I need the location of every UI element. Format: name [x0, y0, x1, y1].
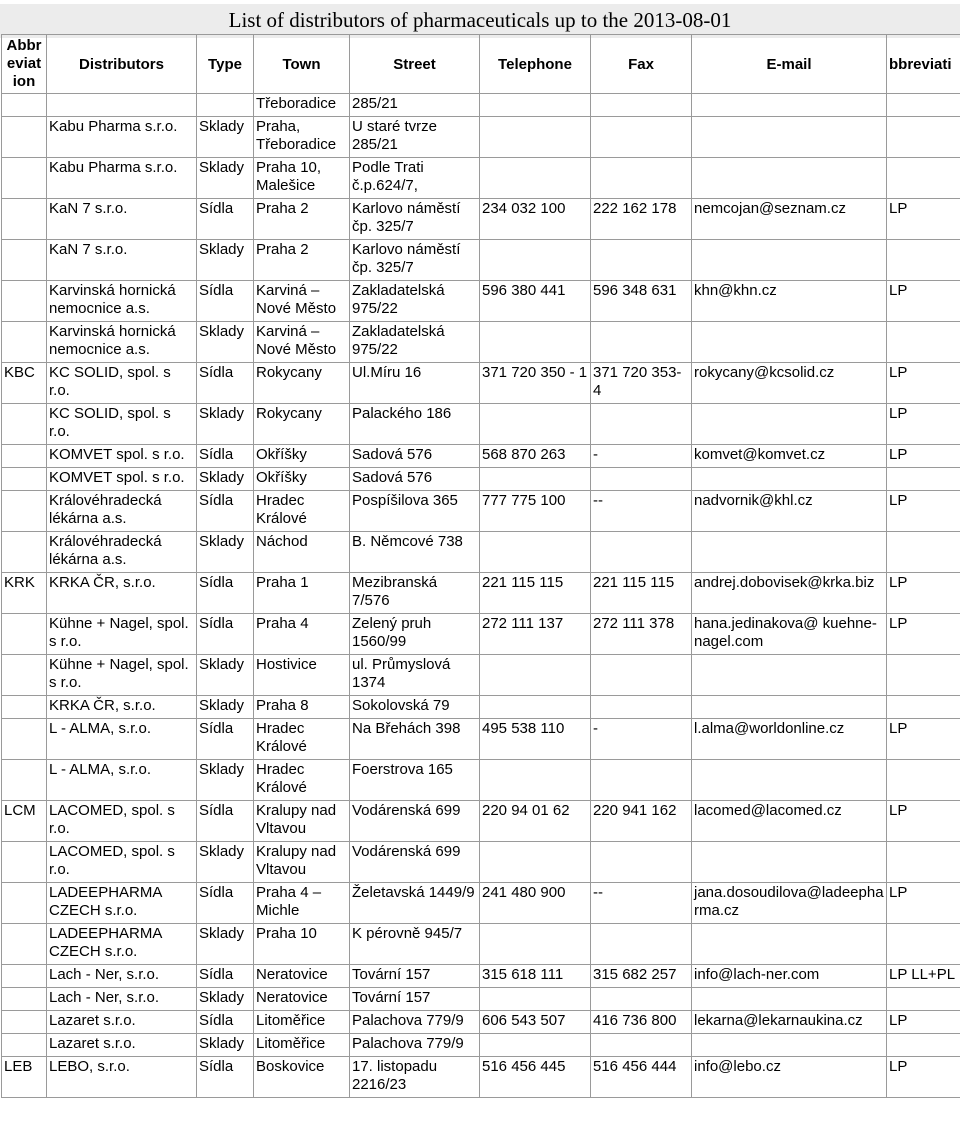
- abbreviation-2-cell: LP: [887, 491, 960, 532]
- abbreviation-cell: [2, 491, 47, 532]
- street-cell: Tovární 157: [350, 965, 480, 988]
- type-cell: Sklady: [197, 240, 254, 281]
- table-row: [2, 573, 960, 614]
- header-street: Street: [350, 35, 480, 94]
- email-cell[interactable]: lekarna@lekarnaukina.cz: [692, 1011, 887, 1034]
- street-cell: Zakladatelská 975/22: [350, 281, 480, 322]
- table-row: [2, 532, 960, 573]
- email-cell: [692, 842, 887, 883]
- telephone-cell: [480, 322, 591, 363]
- abbreviation-2-cell: LP: [887, 281, 960, 322]
- telephone-cell: 495 538 110: [480, 719, 591, 760]
- abbreviation-cell: [2, 94, 47, 117]
- table-row: [2, 1034, 960, 1057]
- distributor-cell: Lazaret s.r.o.: [47, 1011, 197, 1034]
- telephone-cell: 272 111 137: [480, 614, 591, 655]
- distributor-cell: Lazaret s.r.o.: [47, 1034, 197, 1057]
- fax-cell: [591, 532, 692, 573]
- abbreviation-2-cell: [887, 240, 960, 281]
- abbreviation-cell: [2, 404, 47, 445]
- fax-cell: 416 736 800: [591, 1011, 692, 1034]
- abbreviation-cell: [2, 158, 47, 199]
- distributor-cell: Lach - Ner, s.r.o.: [47, 965, 197, 988]
- telephone-cell: 220 94 01 62: [480, 801, 591, 842]
- street-cell: Karlovo náměstí čp. 325/7: [350, 199, 480, 240]
- fax-cell: 596 348 631: [591, 281, 692, 322]
- abbreviation-cell: [2, 924, 47, 965]
- street-cell: Vodárenská 699: [350, 842, 480, 883]
- fax-cell: 371 720 353- 4: [591, 363, 692, 404]
- distributor-cell: Kühne + Nagel, spol. s r.o.: [47, 655, 197, 696]
- abbreviation-2-cell: LP: [887, 199, 960, 240]
- table-row: [2, 404, 960, 445]
- email-cell: [692, 94, 887, 117]
- distributor-cell: LEBO, s.r.o.: [47, 1057, 197, 1098]
- telephone-cell: [480, 842, 591, 883]
- abbreviation-2-cell: [887, 696, 960, 719]
- abbreviation-2-cell: LP: [887, 1011, 960, 1034]
- fax-cell: [591, 94, 692, 117]
- table-row: [2, 988, 960, 1011]
- abbreviation-2-cell: [887, 655, 960, 696]
- table-row: [2, 94, 960, 117]
- abbreviation-2-cell: LP: [887, 719, 960, 760]
- abbreviation-2-cell: LP: [887, 363, 960, 404]
- fax-cell: [591, 322, 692, 363]
- telephone-cell: 596 380 441: [480, 281, 591, 322]
- street-cell: 285/21: [350, 94, 480, 117]
- table-row: [2, 655, 960, 696]
- distributor-cell: KaN 7 s.r.o.: [47, 240, 197, 281]
- email-cell[interactable]: l.alma@worldonline.cz: [692, 719, 887, 760]
- town-cell: Praha 10, Malešice: [254, 158, 350, 199]
- town-cell: Hradec Králové: [254, 491, 350, 532]
- type-cell: Sídla: [197, 614, 254, 655]
- distributors-table: [1, 34, 960, 1098]
- email-cell[interactable]: andrej.dobovisek@krka.biz: [692, 573, 887, 614]
- email-cell[interactable]: jana.dosoudilova@ladeepharma.cz: [692, 883, 887, 924]
- abbreviation-2-cell: [887, 988, 960, 1011]
- fax-cell: [591, 117, 692, 158]
- abbreviation-cell: LCM: [2, 801, 47, 842]
- telephone-cell: 234 032 100: [480, 199, 591, 240]
- street-cell: B. Němcové 738: [350, 532, 480, 573]
- telephone-cell: 315 618 111: [480, 965, 591, 988]
- email-cell[interactable]: nadvornik@khl.cz: [692, 491, 887, 532]
- abbreviation-cell: [2, 988, 47, 1011]
- distributor-cell: KOMVET spol. s r.o.: [47, 468, 197, 491]
- abbreviation-cell: [2, 199, 47, 240]
- street-cell: Na Břehách 398: [350, 719, 480, 760]
- table-row: [2, 281, 960, 322]
- distributor-cell: L - ALMA, s.r.o.: [47, 760, 197, 801]
- abbreviation-2-cell: LP: [887, 404, 960, 445]
- fax-cell: 221 115 115: [591, 573, 692, 614]
- abbreviation-cell: [2, 842, 47, 883]
- fax-cell: [591, 760, 692, 801]
- town-cell: Praha 4 – Michle: [254, 883, 350, 924]
- street-cell: Pospíšilova 365: [350, 491, 480, 532]
- type-cell: Sklady: [197, 696, 254, 719]
- abbreviation-2-cell: [887, 94, 960, 117]
- distributor-cell: KRKA ČR, s.r.o.: [47, 696, 197, 719]
- street-cell: K pérovně 945/7: [350, 924, 480, 965]
- telephone-cell: [480, 240, 591, 281]
- abbreviation-2-cell: LP: [887, 445, 960, 468]
- abbreviation-2-cell: LP: [887, 573, 960, 614]
- town-cell: Hostivice: [254, 655, 350, 696]
- town-cell: Náchod: [254, 532, 350, 573]
- town-cell: Praha 2: [254, 199, 350, 240]
- distributor-cell: Karvinská hornická nemocnice a.s.: [47, 281, 197, 322]
- abbreviation-2-cell: LP LL+PL: [887, 965, 960, 988]
- abbreviation-cell: [2, 468, 47, 491]
- type-cell: Sklady: [197, 842, 254, 883]
- email-cell: [692, 322, 887, 363]
- telephone-cell: [480, 924, 591, 965]
- abbreviation-2-cell: [887, 117, 960, 158]
- town-cell: Praha, Třeboradice: [254, 117, 350, 158]
- type-cell: Sídla: [197, 573, 254, 614]
- abbreviation-2-cell: [887, 322, 960, 363]
- street-cell: Tovární 157: [350, 988, 480, 1011]
- town-cell: Neratovice: [254, 965, 350, 988]
- type-cell: Sklady: [197, 924, 254, 965]
- type-cell: Sklady: [197, 322, 254, 363]
- type-cell: Sklady: [197, 655, 254, 696]
- type-cell: Sídla: [197, 199, 254, 240]
- abbreviation-2-cell: LP: [887, 614, 960, 655]
- town-cell: Karviná – Nové Město: [254, 281, 350, 322]
- email-cell[interactable]: info@lebo.cz: [692, 1057, 887, 1098]
- type-cell: Sklady: [197, 760, 254, 801]
- email-cell[interactable]: info@lach-ner.com: [692, 965, 887, 988]
- abbreviation-2-cell: LP: [887, 801, 960, 842]
- abbreviation-cell: [2, 883, 47, 924]
- abbreviation-cell: [2, 655, 47, 696]
- telephone-cell: 371 720 350 - 1: [480, 363, 591, 404]
- table-row: [2, 760, 960, 801]
- telephone-cell: [480, 532, 591, 573]
- table-row: [2, 1011, 960, 1034]
- abbreviation-2-cell: LP: [887, 883, 960, 924]
- type-cell: Sklady: [197, 988, 254, 1011]
- distributor-cell: KRKA ČR, s.r.o.: [47, 573, 197, 614]
- abbreviation-2-cell: [887, 532, 960, 573]
- distributor-cell: LACOMED, spol. s r.o.: [47, 801, 197, 842]
- fax-cell: --: [591, 883, 692, 924]
- street-cell: Želetavská 1449/9: [350, 883, 480, 924]
- fax-cell: [591, 468, 692, 491]
- abbreviation-cell: [2, 760, 47, 801]
- street-cell: ul. Průmyslová 1374: [350, 655, 480, 696]
- type-cell: Sklady: [197, 404, 254, 445]
- abbreviation-cell: [2, 322, 47, 363]
- table-row: [2, 322, 960, 363]
- distributor-cell: LADEEPHARMA CZECH s.r.o.: [47, 924, 197, 965]
- email-cell: [692, 696, 887, 719]
- header-email: E-mail: [692, 35, 887, 94]
- email-cell: [692, 158, 887, 199]
- street-cell: Ul.Míru 16: [350, 363, 480, 404]
- table-row: [2, 158, 960, 199]
- type-cell: [197, 94, 254, 117]
- street-cell: Palachova 779/9: [350, 1011, 480, 1034]
- street-cell: Vodárenská 699: [350, 801, 480, 842]
- table-row: [2, 883, 960, 924]
- table-row: [2, 491, 960, 532]
- abbreviation-cell: [2, 719, 47, 760]
- email-cell: [692, 117, 887, 158]
- type-cell: Sídla: [197, 965, 254, 988]
- town-cell: Praha 1: [254, 573, 350, 614]
- distributor-cell: KC SOLID, spol. s r.o.: [47, 363, 197, 404]
- table-row: [2, 445, 960, 468]
- abbreviation-cell: [2, 281, 47, 322]
- email-cell: [692, 655, 887, 696]
- type-cell: Sklady: [197, 158, 254, 199]
- street-cell: Mezibranská 7/576: [350, 573, 480, 614]
- town-cell: Praha 2: [254, 240, 350, 281]
- header-abbreviation-2: bbreviati: [887, 35, 960, 94]
- distributor-cell: L - ALMA, s.r.o.: [47, 719, 197, 760]
- fax-cell: 222 162 178: [591, 199, 692, 240]
- distributor-cell: KaN 7 s.r.o.: [47, 199, 197, 240]
- street-cell: U staré tvrze 285/21: [350, 117, 480, 158]
- fax-cell: 315 682 257: [591, 965, 692, 988]
- abbreviation-cell: [2, 117, 47, 158]
- table-row: [2, 842, 960, 883]
- town-cell: Karviná – Nové Město: [254, 322, 350, 363]
- street-cell: Sadová 576: [350, 468, 480, 491]
- street-cell: Zakladatelská 975/22: [350, 322, 480, 363]
- abbreviation-cell: KRK: [2, 573, 47, 614]
- type-cell: Sklady: [197, 1034, 254, 1057]
- email-cell: [692, 404, 887, 445]
- town-cell: Praha 8: [254, 696, 350, 719]
- town-cell: Praha 4: [254, 614, 350, 655]
- email-cell[interactable]: komvet@komvet.cz: [692, 445, 887, 468]
- fax-cell: [591, 842, 692, 883]
- header-abbreviation: Abbr eviat ion: [2, 35, 47, 94]
- fax-cell: 516 456 444: [591, 1057, 692, 1098]
- email-cell: [692, 1034, 887, 1057]
- fax-cell: [591, 404, 692, 445]
- table-row: [2, 696, 960, 719]
- distributor-cell: Královéhradecká lékárna a.s.: [47, 491, 197, 532]
- abbreviation-2-cell: [887, 1034, 960, 1057]
- type-cell: Sídla: [197, 445, 254, 468]
- town-cell: Třeboradice: [254, 94, 350, 117]
- abbreviation-2-cell: [887, 924, 960, 965]
- town-cell: Rokycany: [254, 404, 350, 445]
- distributor-cell: [47, 94, 197, 117]
- town-cell: Kralupy nad Vltavou: [254, 801, 350, 842]
- email-cell: [692, 468, 887, 491]
- table-row: [2, 614, 960, 655]
- type-cell: Sklady: [197, 468, 254, 491]
- type-cell: Sídla: [197, 883, 254, 924]
- page-title: List of distributors of pharmaceuticals up to the 2013-08-01: [0, 4, 960, 38]
- abbreviation-2-cell: [887, 842, 960, 883]
- abbreviation-cell: LEB: [2, 1057, 47, 1098]
- distributor-cell: Kabu Pharma s.r.o.: [47, 158, 197, 199]
- table-row: [2, 468, 960, 491]
- town-cell: Kralupy nad Vltavou: [254, 842, 350, 883]
- distributor-cell: Královéhradecká lékárna a.s.: [47, 532, 197, 573]
- distributor-cell: LADEEPHARMA CZECH s.r.o.: [47, 883, 197, 924]
- table-row: [2, 965, 960, 988]
- table-row: [2, 924, 960, 965]
- distributor-cell: Kühne + Nagel, spol. s r.o.: [47, 614, 197, 655]
- abbreviation-cell: [2, 965, 47, 988]
- distributor-cell: Kabu Pharma s.r.o.: [47, 117, 197, 158]
- telephone-cell: 606 543 507: [480, 1011, 591, 1034]
- telephone-cell: [480, 655, 591, 696]
- telephone-cell: [480, 117, 591, 158]
- telephone-cell: [480, 988, 591, 1011]
- table-row: [2, 1057, 960, 1098]
- street-cell: Karlovo náměstí čp. 325/7: [350, 240, 480, 281]
- abbreviation-cell: KBC: [2, 363, 47, 404]
- distributor-cell: Lach - Ner, s.r.o.: [47, 988, 197, 1011]
- type-cell: Sklady: [197, 532, 254, 573]
- type-cell: Sídla: [197, 363, 254, 404]
- telephone-cell: [480, 94, 591, 117]
- street-cell: 17. listopadu 2216/23: [350, 1057, 480, 1098]
- telephone-cell: 777 775 100: [480, 491, 591, 532]
- distributor-cell: Karvinská hornická nemocnice a.s.: [47, 322, 197, 363]
- abbreviation-cell: [2, 532, 47, 573]
- email-cell: [692, 988, 887, 1011]
- town-cell: Hradec Králové: [254, 719, 350, 760]
- town-cell: Neratovice: [254, 988, 350, 1011]
- town-cell: Okříšky: [254, 468, 350, 491]
- street-cell: Zelený pruh 1560/99: [350, 614, 480, 655]
- fax-cell: [591, 988, 692, 1011]
- table-row: [2, 719, 960, 760]
- street-cell: Sadová 576: [350, 445, 480, 468]
- abbreviation-2-cell: [887, 760, 960, 801]
- type-cell: Sídla: [197, 719, 254, 760]
- abbreviation-cell: [2, 614, 47, 655]
- type-cell: Sídla: [197, 281, 254, 322]
- town-cell: Okříšky: [254, 445, 350, 468]
- fax-cell: [591, 240, 692, 281]
- fax-cell: [591, 924, 692, 965]
- town-cell: Praha 10: [254, 924, 350, 965]
- telephone-cell: [480, 158, 591, 199]
- telephone-cell: 241 480 900: [480, 883, 591, 924]
- town-cell: Litoměřice: [254, 1011, 350, 1034]
- table-row: [2, 801, 960, 842]
- abbreviation-cell: [2, 1011, 47, 1034]
- telephone-cell: 568 870 263: [480, 445, 591, 468]
- abbreviation-cell: [2, 445, 47, 468]
- abbreviation-2-cell: [887, 468, 960, 491]
- email-cell: [692, 924, 887, 965]
- fax-cell: [591, 1034, 692, 1057]
- email-cell[interactable]: rokycany@kcsolid.cz: [692, 363, 887, 404]
- telephone-cell: [480, 1034, 591, 1057]
- street-cell: Podle Trati č.p.624/7,: [350, 158, 480, 199]
- telephone-cell: 516 456 445: [480, 1057, 591, 1098]
- email-cell: [692, 760, 887, 801]
- telephone-cell: [480, 760, 591, 801]
- town-cell: Boskovice: [254, 1057, 350, 1098]
- town-cell: Rokycany: [254, 363, 350, 404]
- table-row: [2, 240, 960, 281]
- street-cell: Palackého 186: [350, 404, 480, 445]
- distributor-cell: KOMVET spol. s r.o.: [47, 445, 197, 468]
- street-cell: Foerstrova 165: [350, 760, 480, 801]
- email-cell: [692, 240, 887, 281]
- abbreviation-2-cell: [887, 158, 960, 199]
- email-cell[interactable]: nemcojan@seznam.cz: [692, 199, 887, 240]
- telephone-cell: [480, 468, 591, 491]
- email-cell[interactable]: khn@khn.cz: [692, 281, 887, 322]
- header-distributors: Distributors: [47, 35, 197, 94]
- town-cell: Hradec Králové: [254, 760, 350, 801]
- town-cell: Litoměřice: [254, 1034, 350, 1057]
- fax-cell: [591, 696, 692, 719]
- email-cell[interactable]: hana.jedinakova@ kuehne-nagel.com: [692, 614, 887, 655]
- street-cell: Sokolovská 79: [350, 696, 480, 719]
- type-cell: Sídla: [197, 1057, 254, 1098]
- fax-cell: --: [591, 491, 692, 532]
- telephone-cell: 221 115 115: [480, 573, 591, 614]
- telephone-cell: [480, 696, 591, 719]
- type-cell: Sídla: [197, 801, 254, 842]
- email-cell: [692, 532, 887, 573]
- abbreviation-2-cell: LP: [887, 1057, 960, 1098]
- distributor-cell: LACOMED, spol. s r.o.: [47, 842, 197, 883]
- header-row: [2, 35, 960, 94]
- email-cell[interactable]: lacomed@lacomed.cz: [692, 801, 887, 842]
- type-cell: Sídla: [197, 1011, 254, 1034]
- table-row: [2, 363, 960, 404]
- abbreviation-cell: [2, 1034, 47, 1057]
- table-row: [2, 199, 960, 240]
- header-type: Type: [197, 35, 254, 94]
- fax-cell: [591, 158, 692, 199]
- distributor-cell: KC SOLID, spol. s r.o.: [47, 404, 197, 445]
- street-cell: Palachova 779/9: [350, 1034, 480, 1057]
- fax-cell: -: [591, 719, 692, 760]
- header-fax: Fax: [591, 35, 692, 94]
- abbreviation-cell: [2, 696, 47, 719]
- type-cell: Sídla: [197, 491, 254, 532]
- telephone-cell: [480, 404, 591, 445]
- fax-cell: 220 941 162: [591, 801, 692, 842]
- header-town: Town: [254, 35, 350, 94]
- fax-cell: [591, 655, 692, 696]
- fax-cell: 272 111 378: [591, 614, 692, 655]
- fax-cell: -: [591, 445, 692, 468]
- header-telephone: Telephone: [480, 35, 591, 94]
- abbreviation-cell: [2, 240, 47, 281]
- type-cell: Sklady: [197, 117, 254, 158]
- table-row: [2, 117, 960, 158]
